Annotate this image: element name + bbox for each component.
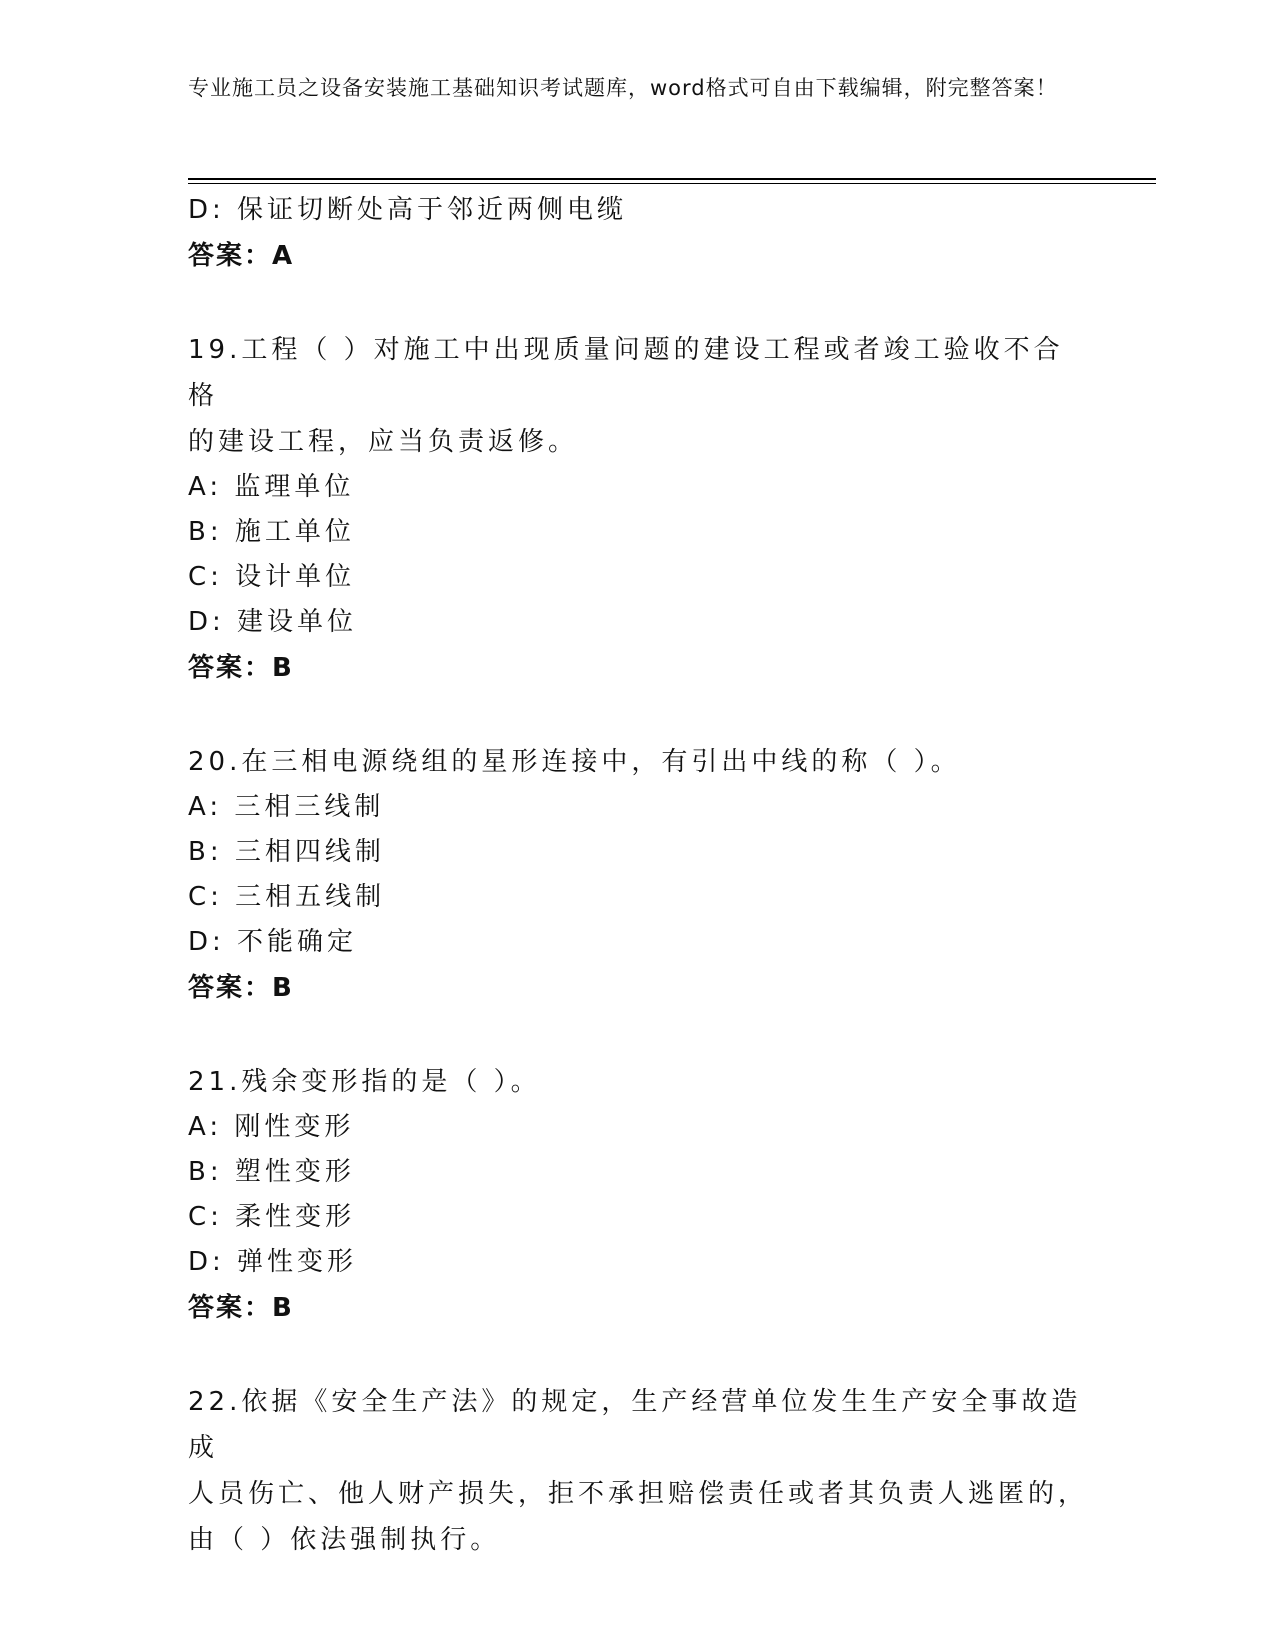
question-21 [188,1059,1088,1332]
header-divider-thin [188,183,1156,184]
document-header: 专业施工员之设备安装施工基础知识考试题库，word格式可自由下载编辑，附完整答案！ [188,76,1058,100]
question-19 [188,327,1088,692]
question-20-option-c: C: 三相五线制 [188,882,386,912]
header-divider-thick [188,178,1156,180]
question-21-answer: 答案：B [188,1293,294,1323]
question-20-option-a: A: 三相三线制 [188,792,385,822]
question-20-option-d: D: 不能确定 [188,927,358,957]
prev-option-d: D: 保证切断处高于邻近两侧电缆 [188,195,628,225]
question-20-answer: 答案：B [188,973,294,1003]
question-19-option-d: D: 建设单位 [188,607,358,637]
question-19-stem-line2: 的建设工程，应当负责返修。 [188,427,579,457]
document-body [188,188,1088,1563]
question-20 [188,739,1088,1012]
question-21-option-b: B: 塑性变形 [188,1157,355,1187]
question-20-option-b: B: 三相四线制 [188,837,385,867]
question-19-option-c: C: 设计单位 [188,562,356,592]
question-22 [188,1379,1088,1563]
question-19-answer: 答案：B [188,653,294,683]
question-21-option-a: A: 刚性变形 [188,1112,355,1142]
question-22-stem-line3: 由（ ）依法强制执行。 [188,1525,501,1555]
question-21-option-d: D: 弹性变形 [188,1247,358,1277]
question-20-stem-line1: 20.在三相电源绕组的星形连接中，有引出中线的称（ ）。 [188,747,961,777]
question-22-stem-line2: 人员伤亡、他人财产损失，拒不承担赔偿责任或者其负责人逃匿的， [188,1479,1089,1509]
prev-answer: 答案：A [188,241,295,271]
question-19-stem-line1: 19.工程（ ）对施工中出现质量问题的建设工程或者竣工验收不合格 [188,335,1064,411]
question-19-option-b: B: 施工单位 [188,517,355,547]
question-21-stem-line1: 21.残余变形指的是（ ）。 [188,1067,541,1097]
question-22-stem-line1: 22.依据《安全生产法》的规定，生产经营单位发生生产安全事故造成 [188,1387,1082,1463]
question-21-option-c: C: 柔性变形 [188,1202,356,1232]
question-19-option-a: A: 监理单位 [188,472,355,502]
